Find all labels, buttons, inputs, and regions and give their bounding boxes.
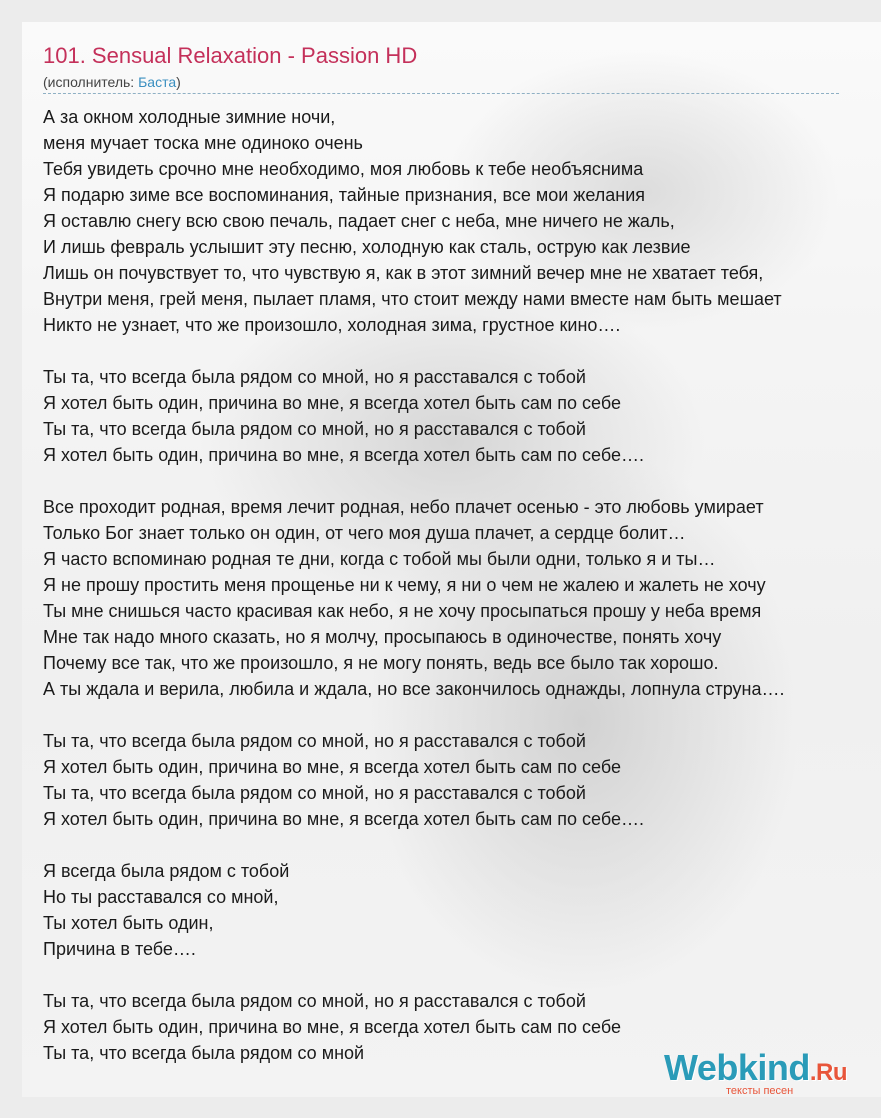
lyrics-line: И лишь февраль услышит эту песню, холодную как сталь, острую как лезвие — [43, 237, 691, 257]
lyrics-line: Ты хотел быть один, — [43, 913, 214, 933]
lyrics-line: Только Бог знает только он один, от чего моя душа плачет, а сердце болит… — [43, 523, 686, 543]
lyrics-line: Ты мне снишься часто красивая как небо, я не хочу просыпаться прошу у неба время — [43, 601, 762, 621]
lyrics-blank-line — [43, 702, 881, 728]
lyrics-line: Все проходит родная, время лечит родная, небо плачет осенью - это любовь умирает — [43, 497, 764, 517]
song-title: 101. Sensual Relaxation - Passion HD — [43, 43, 418, 68]
logo-tagline: тексты песен — [726, 1085, 794, 1097]
lyrics-line: Ты та, что всегда была рядом со мной, но я расставался с тобой — [43, 783, 586, 803]
lyrics-line: Я часто вспоминаю родная те дни, когда с тобой мы были одни, только я и ты… — [43, 549, 716, 569]
lyrics-text — [43, 104, 881, 1066]
logo-tld: .Ru — [809, 1059, 848, 1086]
artist-suffix: ) — [176, 74, 181, 90]
lyrics-line: Внутри меня, грей меня, пылает пламя, что стоит между нами вместе нам быть мешает — [43, 289, 782, 309]
lyrics-line: Я хотел быть один, причина во мне, я всегда хотел быть сам по себе — [43, 757, 621, 777]
lyrics-line: Ты та, что всегда была рядом со мной, но я расставался с тобой — [43, 367, 586, 387]
lyrics-line: Ты та, что всегда была рядом со мной, но я расставался с тобой — [43, 991, 586, 1011]
artist-line — [43, 74, 181, 90]
lyrics-line: Я хотел быть один, причина во мне, я всегда хотел быть сам по себе — [43, 1017, 621, 1037]
lyrics-blank-line — [43, 468, 881, 494]
lyrics-line: Я хотел быть один, причина во мне, я всегда хотел быть сам по себе — [43, 393, 621, 413]
lyrics-line: Причина в тебе…. — [43, 939, 196, 959]
lyrics-blank-line — [43, 832, 881, 858]
lyrics-line: Ты та, что всегда была рядом со мной, но я расставался с тобой — [43, 419, 586, 439]
lyrics-line: Ты та, что всегда была рядом со мной, но я расставался с тобой — [43, 731, 586, 751]
lyrics-line: меня мучает тоска мне одиноко очень — [43, 133, 363, 153]
lyrics-line: Я оставлю снегу всю свою печаль, падает снег с неба, мне ничего не жаль, — [43, 211, 675, 231]
lyrics-line: Я всегда была рядом с тобой — [43, 861, 290, 881]
lyrics-line: Я подарю зиме все воспоминания, тайные признания, все мои желания — [43, 185, 645, 205]
lyrics-line: Я не прошу простить меня прощенье ни к чему, я ни о чем не жалею и жалеть не хочу — [43, 575, 766, 595]
lyrics-line: Лишь он почувствует то, что чувствую я, как в этот зимний вечер мне не хватает тебя, — [43, 263, 764, 283]
lyrics-line: А ты ждала и верила, любила и ждала, но все закончилось однажды, лопнула струна…. — [43, 679, 785, 699]
logo-wordmark — [664, 1047, 847, 1089]
lyrics-line: Почему все так, что же произошло, я не могу понять, ведь все было так хорошо. — [43, 653, 719, 673]
lyrics-line: Я хотел быть один, причина во мне, я всегда хотел быть сам по себе…. — [43, 445, 644, 465]
lyrics-blank-line — [43, 338, 881, 364]
artist-link[interactable]: Баста — [138, 74, 177, 90]
logo-name: Webkind — [664, 1047, 810, 1088]
artist-prefix: (исполнитель: — [43, 74, 139, 90]
lyrics-line: Никто не узнает, что же произошло, холодная зима, грустное кино…. — [43, 315, 621, 335]
lyrics-line: Ты та, что всегда была рядом со мной — [43, 1043, 365, 1063]
title-divider — [43, 93, 839, 94]
lyrics-line: Тебя увидеть срочно мне необходимо, моя любовь к тебе необъяснима — [43, 159, 644, 179]
site-logo[interactable] — [664, 1047, 864, 1097]
lyrics-line: А за окном холодные зимние ночи, — [43, 107, 336, 127]
lyrics-card — [22, 22, 881, 1097]
lyrics-line: Мне так надо много сказать, но я молчу, просыпаюсь в одиночестве, понять хочу — [43, 627, 722, 647]
lyrics-blank-line — [43, 962, 881, 988]
lyrics-line: Я хотел быть один, причина во мне, я всегда хотел быть сам по себе…. — [43, 809, 644, 829]
lyrics-line: Но ты расставался со мной, — [43, 887, 279, 907]
